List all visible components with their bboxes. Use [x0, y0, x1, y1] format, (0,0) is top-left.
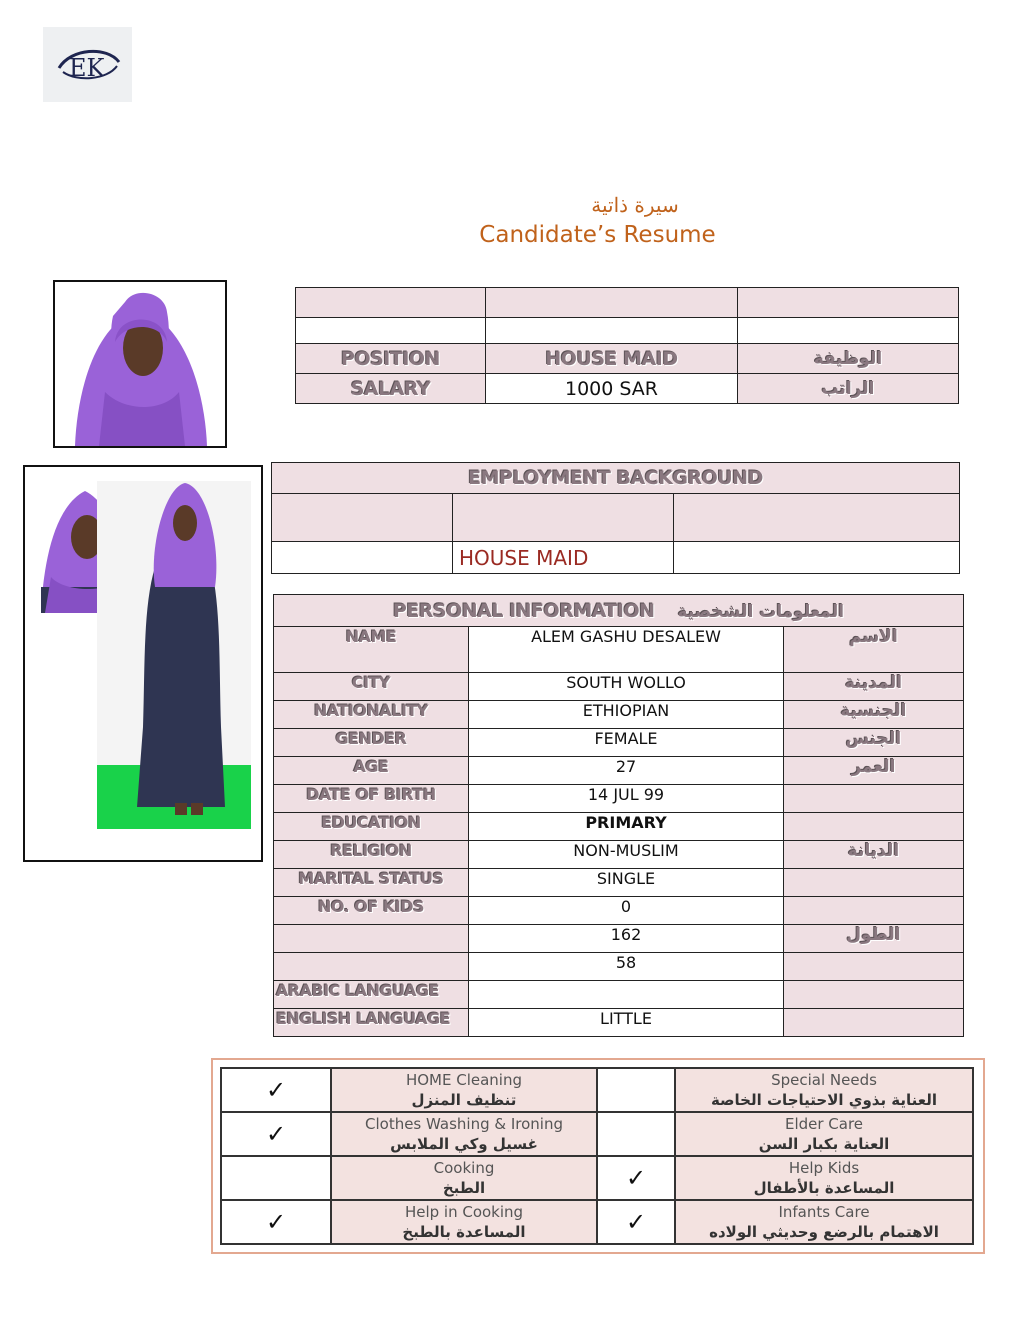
personal-row [274, 785, 964, 813]
field-value: PRIMARY [469, 813, 784, 841]
skill-name-ar: العناية بذوي الاحتياجات الخاصة [710, 1091, 938, 1109]
field-label: AGE [274, 757, 469, 785]
field-value: 14 JUL 99 [469, 785, 784, 813]
field-label [274, 925, 469, 953]
field-label: RELIGION [274, 841, 469, 869]
right-skill-label [675, 1200, 973, 1244]
left-skill-checkbox [221, 1156, 331, 1200]
employment-row-2 [272, 542, 960, 574]
skill-name: HOME Cleaning [405, 1071, 523, 1089]
page-title: Candidate’s Resume [479, 222, 716, 248]
personal-row [274, 841, 964, 869]
skill-name-ar: الاهتمام بالرضع وحديثي الولاده [709, 1223, 939, 1241]
salary-label: SALARY [296, 374, 486, 404]
skill-name: Elder Care [784, 1115, 864, 1133]
field-value: 0 [469, 897, 784, 925]
skill-row [221, 1068, 973, 1112]
field-value: SINGLE [469, 869, 784, 897]
skill-name: Clothes Washing & Ironing [365, 1115, 563, 1133]
skill-name: Special Needs [771, 1071, 877, 1089]
check-icon: ✓ [265, 1076, 287, 1104]
field-label: MARITAL STATUS [274, 869, 469, 897]
right-skill-checkbox [597, 1112, 675, 1156]
logo-mark [53, 42, 123, 88]
field-value: ALEM GASHU DESALEW [469, 627, 784, 673]
field-label-ar [784, 981, 964, 1009]
personal-row [274, 673, 964, 701]
personal-row [274, 869, 964, 897]
job-row-salary [296, 374, 959, 404]
field-value: FEMALE [469, 729, 784, 757]
skill-name-ar: غسيل وكي الملابس [390, 1135, 538, 1153]
field-value: 162 [469, 925, 784, 953]
personal-row [274, 897, 964, 925]
personal-row [274, 953, 964, 981]
skill-name: Cooking [433, 1159, 495, 1177]
field-value: NON-MUSLIM [469, 841, 784, 869]
skill-row [221, 1200, 973, 1244]
skill-row [221, 1112, 973, 1156]
check-icon: ✓ [265, 1208, 287, 1236]
field-label-ar [784, 1009, 964, 1037]
check-icon: ✓ [265, 1120, 287, 1148]
job-table [295, 287, 959, 404]
field-label: ENGLISH LANGUAGE [274, 1009, 469, 1037]
field-label-ar: العمر [784, 757, 964, 785]
skill-name-ar: المساعدة بالطبخ [402, 1223, 526, 1241]
field-label: EDUCATION [274, 813, 469, 841]
left-skill-label [331, 1068, 597, 1112]
field-label: DATE OF BIRTH [274, 785, 469, 813]
full-body-photo [23, 465, 263, 862]
right-skill-label [675, 1156, 973, 1200]
employment-row-1 [272, 494, 960, 542]
personal-row [274, 813, 964, 841]
right-skill-label [675, 1068, 973, 1112]
field-label-ar [784, 785, 964, 813]
personal-row [274, 981, 964, 1009]
left-skill-label [331, 1156, 597, 1200]
field-label-ar [784, 869, 964, 897]
right-skill-label [675, 1112, 973, 1156]
field-label: NATIONALITY [274, 701, 469, 729]
skill-name-ar: العناية بكبار السن [758, 1135, 890, 1153]
check-icon: ✓ [625, 1164, 647, 1192]
field-label-ar: الطول [784, 925, 964, 953]
skill-row [221, 1156, 973, 1200]
skills-box [211, 1058, 985, 1254]
field-value: ETHIOPIAN [469, 701, 784, 729]
employment-table [271, 462, 960, 574]
field-label-ar: الاسم [784, 627, 964, 673]
job-row-blank-1 [296, 288, 959, 318]
field-label-ar: الجنسية [784, 701, 964, 729]
job-row-blank-2 [296, 318, 959, 344]
field-value: 27 [469, 757, 784, 785]
salary-value: 1000 SAR [486, 374, 738, 404]
field-label: CITY [274, 673, 469, 701]
skill-name: Infants Care [778, 1203, 870, 1221]
skill-name-ar: تنظيف المنزل [411, 1091, 517, 1109]
right-skill-checkbox [597, 1156, 675, 1200]
personal-heading: PERSONAL INFORMATION [392, 599, 655, 622]
left-skill-checkbox [221, 1068, 331, 1112]
check-icon: ✓ [625, 1208, 647, 1236]
logo-text: EK [68, 53, 104, 82]
skill-name-ar: الطبخ [442, 1179, 486, 1197]
employment-heading-row [272, 463, 960, 494]
employment-heading: EMPLOYMENT BACKGROUND [272, 463, 960, 494]
left-skill-checkbox [221, 1112, 331, 1156]
field-label-ar: الجنس [784, 729, 964, 757]
employment-position: HOUSE MAID [453, 542, 674, 574]
field-value: SOUTH WOLLO [469, 673, 784, 701]
skills-table [220, 1067, 974, 1245]
field-label-ar [784, 953, 964, 981]
portrait-photo [53, 280, 227, 448]
field-label-ar: المدينة [784, 673, 964, 701]
field-label-ar [784, 897, 964, 925]
field-label: NO. OF KIDS [274, 897, 469, 925]
field-label-ar [784, 813, 964, 841]
salary-label-ar: الراتب [738, 374, 959, 404]
personal-row [274, 729, 964, 757]
personal-row [274, 1009, 964, 1037]
skill-name: Help in Cooking [404, 1203, 524, 1221]
skill-name-ar: المساعدة بالأطفال [753, 1179, 895, 1197]
right-skill-checkbox [597, 1200, 675, 1244]
job-row-position [296, 344, 959, 374]
personal-row [274, 925, 964, 953]
position-value: HOUSE MAID [486, 344, 738, 374]
field-label-ar: الديانة [784, 841, 964, 869]
position-label-ar: الوظيفة [738, 344, 959, 374]
personal-row [274, 757, 964, 785]
skill-name: Help Kids [788, 1159, 860, 1177]
field-value [469, 981, 784, 1009]
personal-row [274, 627, 964, 673]
right-skill-checkbox [597, 1068, 675, 1112]
field-value: 58 [469, 953, 784, 981]
left-skill-checkbox [221, 1200, 331, 1244]
field-label: GENDER [274, 729, 469, 757]
position-label: POSITION [296, 344, 486, 374]
personal-row [274, 701, 964, 729]
left-skill-label [331, 1200, 597, 1244]
personal-heading-row [274, 595, 964, 627]
personal-info-table [273, 594, 964, 1037]
field-label: ARABIC LANGUAGE [274, 981, 469, 1009]
field-label [274, 953, 469, 981]
field-value: LITTLE [469, 1009, 784, 1037]
personal-heading-ar: المعلومات الشخصية [677, 601, 845, 622]
company-logo [43, 27, 132, 102]
field-label: NAME [274, 627, 469, 673]
title-arabic: سيرة ذاتية [591, 193, 679, 217]
left-skill-label [331, 1112, 597, 1156]
